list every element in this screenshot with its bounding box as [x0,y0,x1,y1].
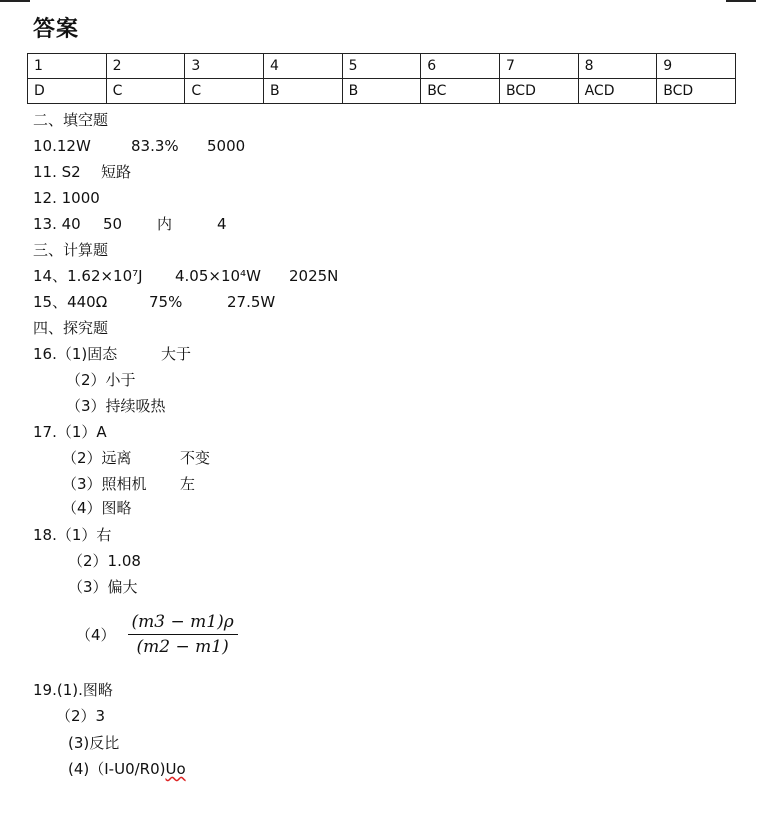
answer-line-q17-3 [62,474,195,494]
answer-value: 16.（1)固态 [33,345,118,363]
answer-value: 短路 [101,163,132,181]
section-heading-inquiry: 四、探究题 [33,319,109,337]
answer-line-q19-3: (3)反比 [68,734,120,752]
page-title: 答案 [33,17,80,42]
answer-value-spellcheck: Uo [165,760,186,778]
answer-value: 4 [217,215,227,233]
answer-table-header-cell: 7 [499,54,578,79]
answer-table-cell: B [342,79,421,104]
answer-line-q10 [33,136,245,156]
answer-line-q15 [33,292,275,312]
answer-value: 75% [149,293,183,311]
answer-value: (4)（I-U0/R0) [68,760,166,778]
answer-table-cell: BC [421,79,500,104]
answer-value: 不变 [180,449,211,467]
answer-value: （3）照相机 [62,475,147,493]
answer-value: 5000 [207,137,246,155]
answer-table-header-cell: 1 [28,54,107,79]
answer-value: 大于 [161,345,192,363]
answer-line-q12 [33,188,100,208]
formula-numerator: (m3 − m1)ρ [128,612,238,635]
answer-table-header-cell: 4 [263,54,342,79]
answer-line-q19-1: 19.(1).图略 [33,681,113,699]
section-heading-fill-in: 二、填空题 [33,111,109,129]
answer-line-q18-3: （3）偏大 [68,578,138,596]
answer-table-cell: B [263,79,342,104]
answer-line-q16-2: （2）小于 [66,371,136,389]
answer-value: 11. S2 [33,163,81,181]
page-corner-mark-right [726,0,756,2]
page-corner-mark-left [0,0,30,2]
answer-table-header-cell: 6 [421,54,500,79]
answer-line-q16-3: （3）持续吸热 [66,397,166,415]
answer-table-cell: BCD [657,79,736,104]
answer-line-q18-1: 18.（1）右 [33,526,112,544]
answer-line-q17-1: 17.（1）A [33,423,107,441]
answer-table-header-cell: 8 [578,54,657,79]
answer-table-cell: C [185,79,264,104]
section-heading-calculation: 三、计算题 [33,241,109,259]
answer-table-cell: C [106,79,185,104]
answer-table-answer-row [28,79,736,104]
formula-denominator: (m2 − m1) [136,637,229,657]
answer-line-q16-1 [33,344,191,364]
answer-line-q17-2 [62,448,210,468]
answer-line-q18-4 [76,612,238,657]
answer-line-q17-4: （4）图略 [62,499,132,517]
answer-table-header-row [28,54,736,79]
answer-label: （4） [76,626,116,644]
answer-table-cell: ACD [578,79,657,104]
answer-value: 12. 1000 [33,189,100,207]
answer-line-q19-4 [68,759,186,779]
answer-value: 27.5W [227,293,276,311]
answer-value: 4.05×10⁴W [175,267,261,285]
answer-table-cell: BCD [499,79,578,104]
answer-line-q19-2: （2）3 [56,707,106,725]
answer-line-q13 [33,214,227,234]
answer-value: 15、440Ω [33,293,108,311]
answer-value: 2025N [289,267,339,285]
answer-line-q11 [33,162,131,182]
density-formula [128,612,238,657]
answer-value: 83.3% [131,137,179,155]
answer-value: 13. 40 [33,215,81,233]
answer-table-header-cell: 5 [342,54,421,79]
answer-value: （2）远离 [62,449,132,467]
answer-table-cell: D [28,79,107,104]
answer-line-q14 [33,266,338,286]
answer-value: 左 [180,475,196,493]
answer-value: 14、1.62×10⁷J [33,267,143,285]
answer-table [27,53,736,104]
answer-value: 50 [103,215,123,233]
answer-table-header-cell: 3 [185,54,264,79]
answer-table-header-cell: 2 [106,54,185,79]
answer-table-header-cell: 9 [657,54,736,79]
answer-line-q18-2: （2）1.08 [68,552,141,570]
answer-value: 10.12W [33,137,91,155]
answer-value: 内 [157,215,173,233]
